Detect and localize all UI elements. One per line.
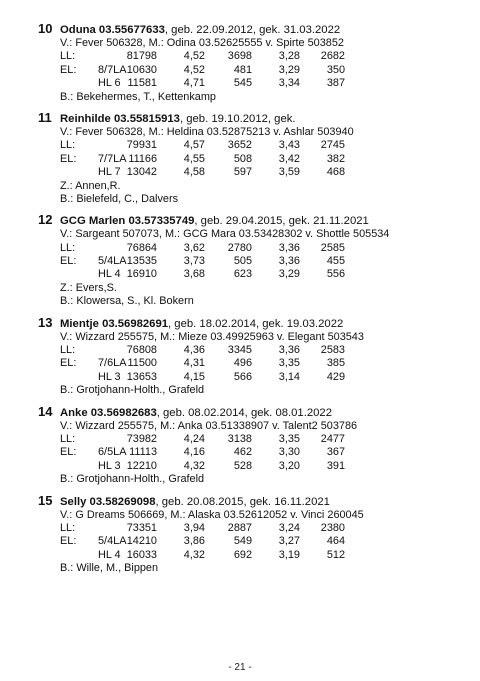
entry-heading (38, 316, 466, 331)
performance-cell-sub: 7/6LA (98, 357, 127, 370)
performance-row (60, 77, 466, 90)
performance-cell-v2: 3,73 (183, 255, 205, 268)
performance-cell-v2: 4,32 (183, 548, 205, 561)
performance-row (60, 371, 466, 384)
performance-cell-v3: 481 (233, 63, 252, 76)
performance-cell-v3: 549 (233, 535, 252, 548)
performance-cell-v4: 3,36 (278, 255, 300, 268)
performance-cell-v3: 597 (233, 166, 252, 179)
performance-cell-v5: 468 (326, 166, 345, 179)
performance-row (60, 535, 466, 548)
performance-cell-label: LL: (60, 344, 76, 357)
performance-cell-label: EL: (60, 152, 77, 165)
performance-cell-label: EL: (60, 535, 77, 548)
performance-cell-v5: 2745 (320, 139, 345, 152)
performance-cell-v1: 16033 (126, 548, 157, 561)
cow-name: Anke (60, 406, 88, 419)
performance-cell-label: LL: (60, 432, 76, 445)
performance-cell-v2: 4,31 (183, 357, 205, 370)
entry-list (38, 22, 466, 576)
entry-heading (38, 213, 466, 228)
performance-cell-v2: 4,52 (183, 50, 205, 63)
performance-cell-v4: 3,28 (278, 50, 300, 63)
page-number: - 21 - (228, 662, 252, 673)
entry-number: 14 (38, 403, 53, 419)
pedigree-line: V.: Fever 506328, M.: Odina 03.52625555 v. Spirte 503852 (60, 37, 344, 49)
performance-cell-v5: 350 (326, 63, 345, 76)
performance-cell-v2: 4,15 (183, 370, 205, 383)
performance-cell-v5: 2583 (320, 344, 345, 357)
performance-cell-v3: 528 (233, 459, 252, 472)
performance-cell-v1: 13042 (126, 166, 157, 179)
performance-cell-v5: 2477 (320, 432, 345, 445)
breeder-owner-note: B.: Klowersa, S., Kl. Bokern (60, 295, 194, 308)
performance-cell-v5: 556 (326, 268, 345, 281)
performance-cell-v1: 76864 (126, 241, 157, 254)
birth-calving-dates: , geb. 20.08.2015, gek. 16.11.2021 (155, 495, 330, 508)
cow-name: Oduna (60, 24, 96, 36)
performance-cell-label: LL: (60, 521, 76, 534)
performance-row (60, 139, 466, 152)
performance-cell-v3: 623 (233, 268, 252, 281)
entry-heading (38, 22, 466, 37)
performance-cell-sub: HL 6 (98, 77, 121, 90)
entry-heading (38, 405, 466, 420)
performance-cell-v4: 3,19 (278, 548, 300, 561)
entry-heading (38, 494, 466, 509)
entry-number: 13 (38, 314, 53, 330)
performance-row (60, 50, 466, 63)
performance-cell-v1: 81798 (126, 50, 157, 63)
birth-calving-dates: , geb. 18.02.2014, gek. 19.03.2022 (168, 317, 344, 330)
performance-row (60, 242, 466, 255)
cow-id: 03.55677633 (98, 24, 165, 36)
performance-cell-sub: 6/5LA (98, 446, 127, 459)
performance-cell-v2: 3,86 (183, 535, 205, 548)
performance-cell-v2: 4,36 (183, 344, 205, 357)
performance-cell-v3: 2887 (227, 521, 252, 534)
performance-cell-v3: 505 (233, 255, 252, 268)
performance-cell-v2: 4,55 (183, 152, 205, 165)
pedigree-line: V.: G Dreams 506669, M.: Alaska 03.52612052 v. Vinci 260045 (60, 508, 364, 521)
performance-cell-v2: 3,94 (183, 521, 205, 534)
breeder-owner-note: Z.: Evers,S. (60, 281, 117, 294)
performance-cell-v1: 76808 (126, 344, 157, 357)
performance-cell-sub: 5/4LA (98, 255, 127, 268)
performance-row (60, 549, 466, 562)
performance-cell-v3: 692 (233, 548, 252, 561)
performance-cell-v5: 391 (326, 459, 345, 472)
performance-cell-sub: HL 7 (98, 166, 121, 179)
performance-cell-v4: 3,42 (278, 152, 300, 165)
entry-number: 11 (38, 109, 52, 125)
birth-calving-dates: , geb. 22.09.2012, gek. 31.03.2022 (164, 24, 341, 36)
pedigree-line: V.: Sargeant 507073, M.: GCG Mara 03.53428302 v. Shottle 505534 (60, 228, 390, 241)
performance-row (60, 64, 466, 77)
performance-cell-v1: 16910 (126, 268, 157, 281)
performance-row (60, 522, 466, 535)
performance-cell-v2: 3,62 (183, 241, 205, 254)
breeder-owner-note: B.: Grotjohann-Holth., Grafeld (60, 473, 205, 486)
cow-name: Selly (60, 495, 87, 508)
performance-cell-label: LL: (60, 241, 76, 254)
performance-cell-v3: 545 (233, 77, 252, 90)
performance-cell-v1: 73982 (126, 432, 157, 445)
performance-cell-v4: 3,34 (278, 77, 300, 90)
performance-cell-v1: 11166 (128, 152, 157, 165)
performance-cell-v1: 14210 (126, 535, 157, 548)
performance-cell-v2: 4,16 (183, 446, 205, 459)
performance-cell-v4: 3,29 (278, 63, 300, 76)
performance-cell-v5: 2585 (320, 241, 345, 254)
pedigree-line: V.: Wizzard 255575, M.: Anka 03.51338907 v. Talent2 503786 (60, 419, 358, 432)
performance-cell-v5: 382 (326, 152, 345, 165)
performance-cell-v1: 11581 (127, 77, 157, 90)
performance-cell-v4: 3,27 (278, 535, 300, 548)
performance-cell-sub: HL 3 (98, 459, 121, 472)
performance-cell-v5: 2380 (320, 521, 345, 534)
performance-row (60, 255, 466, 268)
performance-cell-sub: HL 3 (98, 370, 121, 383)
performance-cell-label: LL: (60, 50, 76, 63)
performance-row (60, 344, 466, 357)
cow-id: 03.56982691 (102, 317, 169, 330)
performance-cell-v1: 13653 (126, 370, 157, 383)
performance-cell-sub: HL 4 (98, 548, 121, 561)
breeder-owner-note: B.: Wille, M., Bippen (60, 562, 159, 575)
cow-id: 03.57335749 (128, 215, 195, 228)
performance-row (60, 460, 466, 473)
performance-cell-v3: 3138 (227, 432, 252, 445)
performance-row (60, 446, 466, 459)
performance-cell-v5: 2682 (320, 50, 345, 63)
birth-calving-dates: , geb. 08.02.2014, gek. 08.01.2022 (156, 406, 332, 419)
performance-cell-v4: 3,35 (278, 357, 300, 370)
cow-name: Reinhilde (60, 112, 111, 125)
performance-cell-v3: 462 (233, 446, 252, 459)
breeder-owner-note: B.: Grotjohann-Holth., Grafeld (60, 384, 205, 397)
performance-cell-v1: 10630 (126, 63, 157, 76)
performance-row (60, 268, 466, 281)
performance-cell-v5: 385 (326, 357, 345, 370)
performance-cell-v1: 11500 (127, 357, 157, 370)
breeder-owner-note: B.: Bielefeld, C., Dalvers (60, 192, 179, 205)
performance-row (60, 153, 466, 166)
performance-cell-v4: 3,14 (278, 370, 300, 383)
birth-calving-dates: , geb. 19.10.2012, gek. (179, 112, 296, 125)
performance-cell-v3: 2780 (227, 241, 252, 254)
performance-cell-sub: 8/7LA (98, 63, 127, 76)
performance-cell-v2: 4,71 (183, 77, 205, 90)
catalog-page (38, 22, 466, 583)
performance-cell-v5: 455 (326, 255, 345, 268)
performance-cell-v3: 566 (233, 370, 252, 383)
performance-cell-v1: 73351 (126, 521, 157, 534)
cow-entry (38, 405, 466, 487)
performance-cell-v4: 3,59 (278, 166, 300, 179)
cow-entry (38, 213, 466, 308)
performance-cell-v4: 3,36 (278, 241, 300, 254)
performance-cell-v2: 3,68 (183, 268, 205, 281)
breeder-owner-note: B.: Bekehermes, T., Kettenkamp (60, 90, 216, 103)
performance-cell-v1: 13535 (126, 255, 157, 268)
birth-calving-dates: , geb. 29.04.2015, gek. 21.11.2021 (194, 215, 369, 228)
performance-cell-v4: 3,36 (278, 344, 300, 357)
performance-row (60, 357, 466, 370)
performance-cell-v4: 3,30 (278, 446, 300, 459)
performance-cell-v1: 12210 (126, 459, 157, 472)
performance-cell-v4: 3,43 (278, 139, 300, 152)
performance-cell-label: EL: (60, 446, 77, 459)
performance-cell-v2: 4,32 (183, 459, 205, 472)
performance-cell-v3: 508 (233, 152, 252, 165)
performance-cell-v1: 79931 (126, 139, 157, 152)
cow-entry (38, 111, 466, 206)
performance-cell-label: EL: (60, 357, 77, 370)
cow-id: 03.56982683 (90, 406, 157, 419)
performance-cell-v4: 3,29 (278, 268, 300, 281)
performance-cell-v2: 4,57 (183, 139, 205, 152)
entry-number: 12 (38, 212, 53, 228)
performance-cell-v2: 4,52 (183, 63, 205, 76)
cow-id: 03.55815913 (113, 112, 180, 125)
performance-cell-v2: 4,24 (183, 432, 205, 445)
performance-cell-v4: 3,35 (278, 432, 300, 445)
performance-cell-v4: 3,20 (278, 459, 300, 472)
entry-number: 15 (38, 492, 53, 508)
performance-row (60, 433, 466, 446)
performance-cell-sub: 5/4LA (98, 535, 127, 548)
cow-entry (38, 22, 466, 104)
performance-cell-v2: 4,58 (183, 166, 205, 179)
performance-cell-v5: 367 (326, 446, 345, 459)
entry-heading (38, 111, 466, 126)
performance-cell-v1: 11113 (129, 446, 157, 459)
performance-cell-v5: 387 (326, 77, 345, 90)
performance-cell-v3: 3345 (227, 344, 252, 357)
cow-entry (38, 316, 466, 398)
cow-id: 03.58269098 (89, 495, 156, 508)
pedigree-line: V.: Fever 506328, M.: Heldina 03.52875213 v. Ashlar 503940 (60, 125, 354, 138)
performance-cell-label: EL: (60, 63, 77, 76)
performance-cell-v5: 429 (326, 370, 345, 383)
performance-cell-v3: 3698 (227, 50, 252, 63)
performance-cell-v5: 512 (326, 548, 345, 561)
performance-cell-v3: 3652 (227, 139, 252, 152)
breeder-owner-note: Z.: Annen,R. (60, 179, 121, 192)
performance-cell-label: LL: (60, 139, 76, 152)
performance-cell-sub: HL 4 (98, 268, 121, 281)
performance-cell-sub: 7/7LA (98, 152, 127, 165)
cow-entry (38, 494, 466, 576)
cow-name: GCG Marlen (60, 215, 126, 228)
performance-cell-v5: 464 (326, 535, 345, 548)
cow-name: Mientje (60, 317, 99, 330)
performance-cell-label: EL: (60, 255, 77, 268)
performance-cell-v3: 496 (233, 357, 252, 370)
performance-row (60, 166, 466, 179)
entry-number: 10 (38, 21, 53, 36)
pedigree-line: V.: Wizzard 255575, M.: Mieze 03.49925963 v. Elegant 503543 (60, 330, 364, 343)
performance-cell-v4: 3,24 (278, 521, 300, 534)
